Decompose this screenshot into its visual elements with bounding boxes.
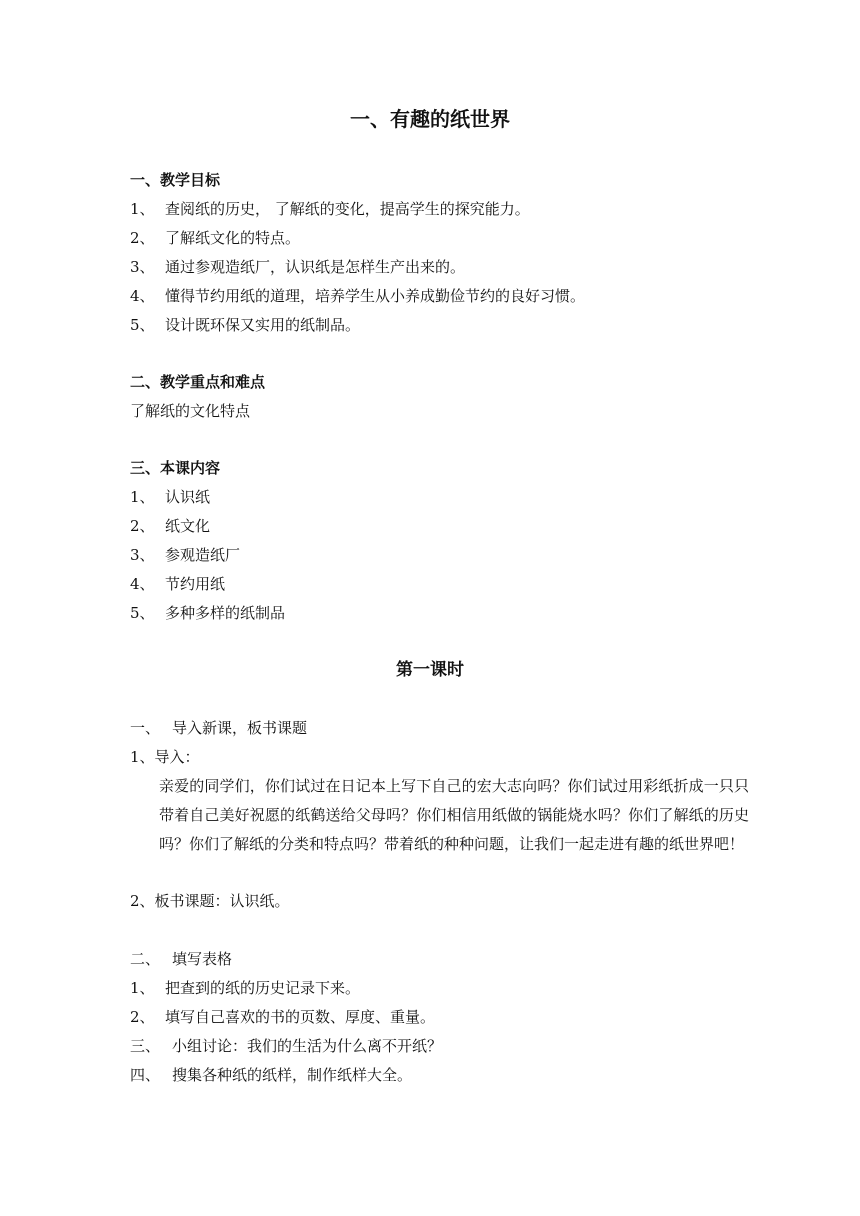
part-number: 三、 [130,1037,161,1055]
item-number: 4、 [130,287,155,305]
lesson-part-line [130,1063,412,1087]
part-heading-text: 导入新课，板书课题 [172,719,308,737]
list-item [130,313,360,337]
item-number: 3、 [130,258,155,276]
list-item [130,255,465,279]
part-heading-text: 填写表格 [172,950,233,968]
part-text: 搜集各种纸的纸样，制作纸样大全。 [172,1066,413,1084]
item-number: 1、 [130,200,155,218]
item-text: 纸文化 [165,517,211,535]
list-item [130,284,585,308]
part-text: 小组讨论：我们的生活为什么离不开纸？ [172,1037,443,1055]
item-number: 1、 [130,979,155,997]
item-text: 填写自己喜欢的书的页数、厚度、重量。 [165,1008,436,1026]
item-number: 2、 [130,229,155,247]
item-number: 2、 [130,517,155,535]
list-item [130,197,530,221]
section-heading-key-points: 二、教学重点和难点 [130,373,266,391]
section-text: 了解纸的文化特点 [130,402,251,420]
item-text: 节约用纸 [165,575,226,593]
list-item [130,976,360,1000]
item-number: 1、 [130,488,155,506]
lesson-part-heading [130,947,232,971]
item-text: 懂得节约用纸的道理，培养学生从小养成勤俭节约的良好习惯。 [165,287,586,305]
section-heading-goals: 一、教学目标 [130,171,221,189]
item-text: 设计既环保又实用的纸制品。 [165,316,361,334]
part-number: 一、 [130,719,161,737]
part-number: 二、 [130,950,161,968]
section-heading-contents: 三、本课内容 [130,459,221,477]
item-text: 把查到的纸的历史记录下来。 [165,979,361,997]
part-number: 四、 [130,1066,161,1084]
list-item [130,226,300,250]
list-item [130,543,240,567]
lesson-part-heading [130,716,307,740]
document-title: 一、有趣的纸世界 [350,107,510,131]
item-text: 了解纸文化的特点。 [165,229,301,247]
item-number: 2、 [130,1008,155,1026]
list-item [130,601,285,625]
item-number: 4、 [130,575,155,593]
list-item [130,485,210,509]
item-number: 5、 [130,604,155,622]
list-item [130,514,210,538]
item-number: 3、 [130,546,155,564]
list-item [130,572,225,596]
item-text: 认识纸 [165,488,211,506]
lesson-title: 第一课时 [396,660,464,680]
item-text: 通过参观造纸厂，认识纸是怎样生产出来的。 [165,258,466,276]
intro-paragraph: 亲爱的同学们，你们试过在日记本上写下自己的宏大志向吗？你们试过用彩纸折成一只只带着自己美好祝愿的纸鹤送给父母吗？你们相信用纸做的锅能烧水吗？你们了解纸的历史吗？你们了解纸的分类和特点吗？带着纸的种种问题，让我们一起走进有趣的纸世界吧！ [159,777,749,853]
intro-label: 1、导入： [130,748,200,766]
item-text: 参观造纸厂 [165,546,241,564]
item-number: 5、 [130,316,155,334]
item-text: 多种多样的纸制品 [165,604,286,622]
board-title-line: 2、板书课题：认识纸。 [130,892,290,910]
list-item [130,1005,435,1029]
item-text: 查阅纸的历史， 了解纸的变化，提高学生的探究能力。 [165,200,530,218]
lesson-part-line [130,1034,442,1058]
